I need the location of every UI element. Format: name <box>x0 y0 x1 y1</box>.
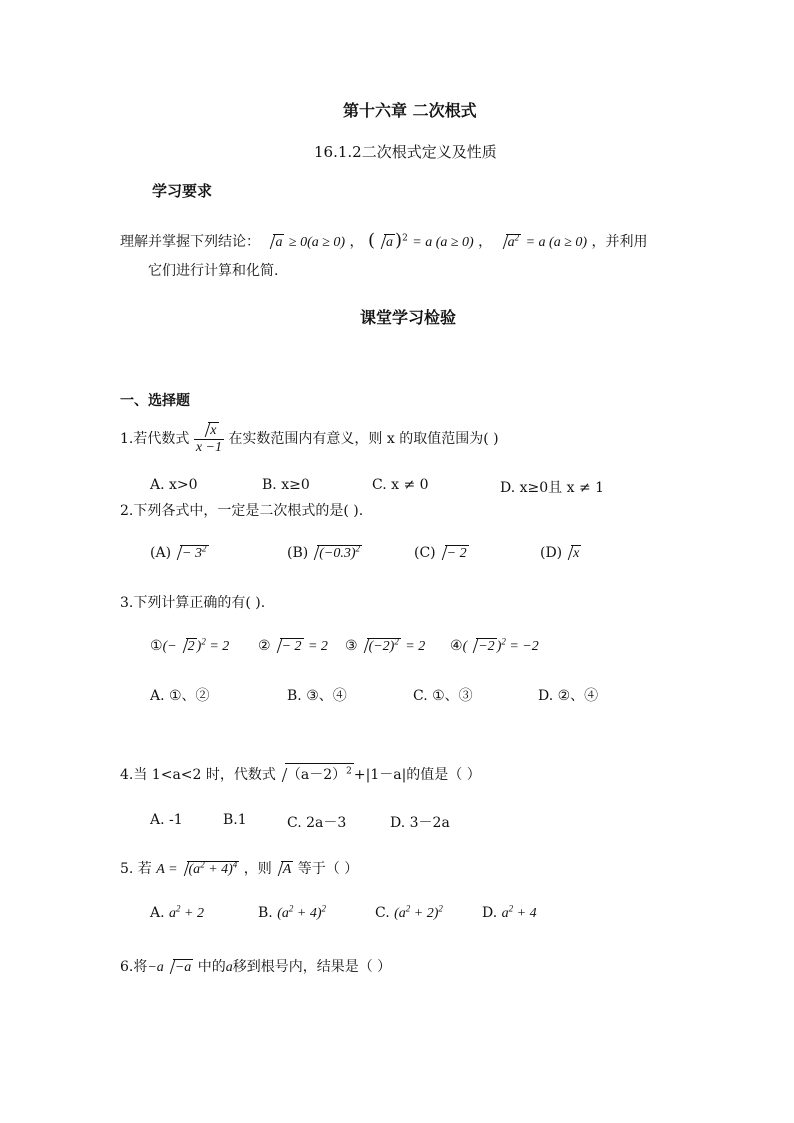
q4-option-c[interactable]: C. 2a－3 <box>287 815 347 831</box>
formula-sqrt-squared: ( a )$^2$ = a (a ≥ 0) <box>368 230 474 251</box>
requirements-line1: 理解并掌握下列结论： a ≥ 0(a ≥ 0) ， ( a )$^2$ = a (a ≥ 0) ， $a^2 = a$ (a ≥ 0) ，并利用 <box>120 230 648 251</box>
q2-option-c[interactable]: (C) − 2 <box>414 545 467 561</box>
question-5: 5. 若 $A = (a^2 + 4)^4$ ，则 A 等于（ ） <box>120 859 359 877</box>
q5-option-a[interactable]: A. $a^2 + 2$ <box>150 903 204 921</box>
q2-option-a[interactable]: $(A) - 3^2$ <box>150 543 207 561</box>
q4-option-d[interactable]: D. 3－2a <box>390 815 450 831</box>
requirements-suffix: ，并利用 <box>591 234 648 250</box>
check-title: 课堂学习检验 <box>360 308 457 327</box>
chapter-title: 第十六章 二次根式 <box>343 101 477 120</box>
requirements-line2: 它们进行计算和化简. <box>148 263 279 279</box>
q3-option-d[interactable]: D. ②、④ <box>538 688 599 704</box>
q3-expression-1: ①(− 2 )$^2$ = 2 <box>150 636 230 654</box>
q1-option-a[interactable]: A. x>0 <box>150 477 198 493</box>
q3-option-a[interactable]: A. ①、② <box>150 688 210 704</box>
question-2: 2.下列各式中，一定是二次根式的是( ). <box>120 503 364 519</box>
requirements-heading: 学习要求 <box>152 182 213 200</box>
q2-option-d[interactable]: (D) x <box>540 545 580 561</box>
question-4: 4.当 1<a<2 时，代数式 $(a-2)^2 +|1-a|$的值是（ ） <box>120 763 481 784</box>
q3-expression-4: ④( −2 )$^2$ = −2 <box>450 636 539 654</box>
q2-option-b[interactable]: (B) $(-0.3)^2$ <box>287 543 360 561</box>
q3-option-b[interactable]: B. ③、④ <box>287 688 347 704</box>
q3-option-c[interactable]: C. ①、③ <box>413 688 473 704</box>
question-6: 6.将−a −a 中的a移到根号内，结果是（ ） <box>120 959 392 975</box>
q1-option-d[interactable]: D. x≥0且 x ≠ 1 <box>500 480 605 496</box>
section-title: 16.1.2二次根式定义及性质 <box>314 143 497 161</box>
q1-option-b[interactable]: B. x≥0 <box>262 477 310 493</box>
q5-option-d[interactable]: D. $a^2 + 4$ <box>482 903 537 921</box>
q3-expression-2: ② − 2 = 2 <box>258 638 328 654</box>
q5-option-b[interactable]: B. $(a^2 + 4)^2$ <box>258 903 326 921</box>
q4-option-a[interactable]: A. -1 <box>150 812 183 828</box>
question-1: 1.若代数式 $\frac{x}{x -1}$ 在实数范围内有意义，则 x 的取值范围为( ) <box>120 423 499 455</box>
q1-option-c[interactable]: C. x ≠ 0 <box>372 477 429 493</box>
requirements-prefix: 理解并掌握下列结论： <box>120 234 260 250</box>
q3-expression-3: ③ $(-2)^2 = 2$ <box>345 636 426 654</box>
q5-option-c[interactable]: C. $(a^2 + 2)^2$ <box>375 903 443 921</box>
part1-heading: 一、选择题 <box>120 393 190 409</box>
q4-option-b[interactable]: B.1 <box>223 812 247 828</box>
formula-sqrt-nonneg: a ≥ 0(a ≥ 0) <box>264 234 345 250</box>
question-3: 3.下列计算正确的有( ). <box>120 595 266 611</box>
q1-fraction: $\frac{x}{x -1}$ <box>195 423 222 455</box>
formula-square-root: $a^2 = a$ (a ≥ 0) <box>497 234 587 250</box>
